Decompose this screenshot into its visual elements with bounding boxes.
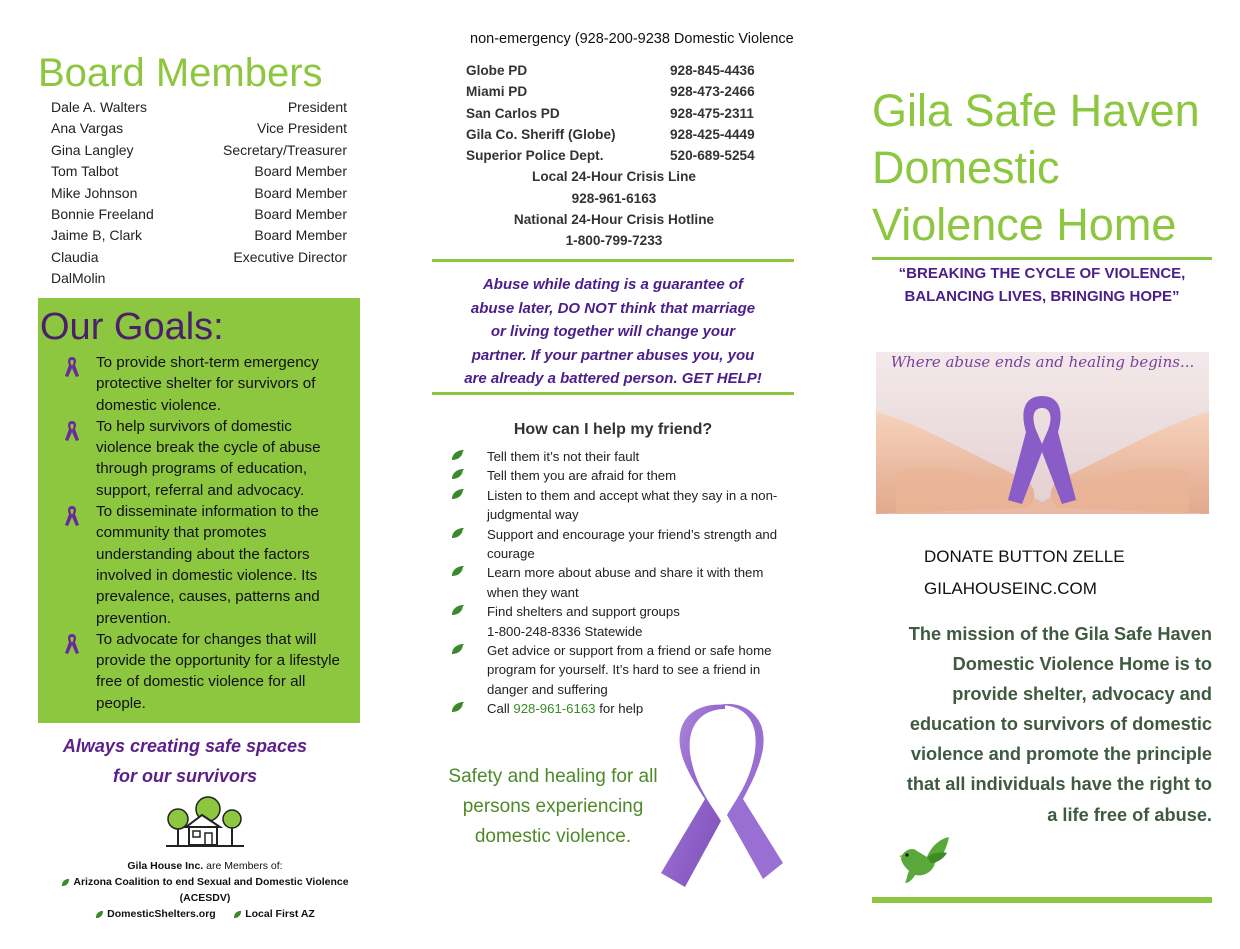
divider: [872, 257, 1212, 260]
goal-text: To advocate for changes that will provide the opportunity for a lifestyle free of domestic violence for all people.: [96, 630, 340, 712]
help-item: [450, 525, 790, 564]
help-item: [450, 466, 790, 485]
goal-item: [60, 416, 350, 501]
leaf-icon: [450, 642, 466, 656]
board-member-row: [51, 161, 347, 182]
member-role: Board Member: [254, 227, 347, 244]
phone-row: [466, 124, 762, 145]
phone-agency: Globe PD: [466, 63, 528, 78]
board-members-list: [51, 97, 347, 290]
national-hotline-label: National 24-Hour Crisis Hotline: [513, 212, 715, 228]
awareness-ribbon-icon: [64, 356, 80, 378]
leaf-icon: [95, 910, 104, 919]
memberships-heading: [40, 858, 370, 874]
member-role: Board Member: [254, 163, 347, 180]
member-name: Jaime B, Clark: [51, 227, 143, 244]
local-crisis-label: Local 24-Hour Crisis Line: [532, 169, 696, 185]
phone-agency: Superior Police Dept.: [466, 148, 604, 164]
leaf-icon: [450, 487, 466, 501]
help-heading: How can I help my friend?: [513, 421, 713, 438]
phone-agency: San Carlos PD: [466, 105, 560, 121]
board-member-row: [51, 97, 347, 118]
safety-line: Safety and healing for all: [448, 766, 658, 787]
phone-row: [466, 145, 762, 166]
membership-item: [40, 874, 370, 906]
warning-line: abuse later, DO NOT think that marriage: [470, 299, 756, 317]
warning-line: or living together will change your: [490, 323, 736, 340]
safety-tagline: [440, 762, 666, 852]
membership-org: Arizona Coalition to end Sexual and Domestic Violence (ACESDV): [73, 876, 349, 904]
divider: [872, 897, 1212, 903]
image-caption: Where abuse ends and healing begins...: [890, 353, 1195, 371]
member-role: Vice President: [256, 120, 347, 137]
goal-text: To help survivors of domestic violence break the cycle of abuse through programs of education, support, referral and advocacy.: [96, 417, 321, 499]
divider: [432, 392, 794, 395]
leaf-icon: [450, 603, 466, 617]
goal-text: To disseminate information to the community that promotes understanding about the factors involved in domestic violence. Its prevalence, causes, patterns and prevention.: [96, 503, 320, 627]
memberships: [40, 858, 370, 922]
member-name: Mike Johnson: [51, 184, 138, 201]
bird-icon: [897, 835, 953, 885]
slogan-line: “BREAKING THE CYCLE OF VIOLENCE,: [898, 265, 1186, 282]
mission-line: Domestic Violence Home is to: [952, 654, 1212, 675]
mission-line: education to survivors of domestic: [909, 714, 1212, 735]
awareness-ribbon-icon: [64, 420, 80, 442]
slogan: [872, 262, 1212, 308]
phone-row: [466, 81, 762, 102]
help-item: [450, 641, 790, 699]
phone-agency: Miami PD: [466, 84, 528, 100]
abuse-warning: [446, 273, 780, 391]
memberships-heading-rest: are Members of:: [203, 860, 283, 872]
help-item: [450, 602, 790, 641]
awareness-ribbon-icon: [64, 505, 80, 527]
phone-number: 928-475-2311: [670, 105, 754, 121]
mission-line: provide shelter, advocacy and: [952, 684, 1212, 705]
tagline-line: Always creating safe spaces: [62, 736, 308, 756]
call-suffix: for help: [595, 701, 644, 717]
website-link[interactable]: GILAHOUSEINC.COM: [924, 579, 1097, 598]
safety-line: domestic violence.: [474, 826, 632, 847]
phone-number: 928-473-2466: [670, 84, 755, 100]
title-line: Violence Home: [872, 199, 1177, 250]
hands-holding-ribbon-image: [876, 352, 1209, 514]
leaf-icon: [450, 448, 466, 462]
member-name: Tom Talbot: [51, 163, 119, 180]
help-list: [450, 447, 790, 719]
board-member-row: [51, 118, 347, 139]
mission-line: The mission of the Gila Safe Haven: [908, 624, 1212, 644]
board-member-row: [51, 225, 347, 246]
member-name: DalMolin: [51, 270, 106, 287]
member-role: President: [287, 99, 347, 115]
mission-line: a life free of abuse.: [1047, 804, 1212, 825]
goals-title: Our Goals:: [40, 306, 224, 348]
leaf-icon: [61, 878, 70, 887]
safety-line: persons experiencing: [462, 796, 644, 817]
member-role: Secretary/Treasurer: [223, 141, 347, 158]
board-member-row: [51, 140, 347, 161]
membership-org: DomesticShelters.org: [107, 908, 216, 920]
non-emergency-line: non-emergency (928-200-9238 Domestic Violence: [470, 31, 794, 47]
phone-number: 928-845-4436: [670, 63, 755, 78]
mission-line: violence and promote the principle: [910, 744, 1212, 765]
board-members-title: Board Members: [38, 51, 323, 95]
awareness-ribbon-icon: [64, 633, 80, 655]
org-name: Gila House Inc.: [127, 860, 204, 872]
member-role: Executive Director: [233, 248, 347, 265]
purple-ribbon-icon: [655, 703, 785, 891]
phone-agency: Gila Co. Sheriff (Globe): [466, 126, 616, 142]
mission-statement: [878, 619, 1212, 830]
membership-item: [40, 906, 370, 922]
mission-line: that all individuals have the right to: [906, 774, 1212, 795]
call-prefix: Call: [487, 701, 514, 717]
gila-house-logo: [162, 795, 246, 853]
tagline-line: for our survivors: [112, 766, 258, 786]
help-item: [450, 563, 790, 602]
phone-directory: [466, 60, 762, 252]
member-name: Claudia: [51, 248, 99, 265]
help-text: Learn more about abuse and share it with them when they want: [487, 565, 764, 600]
member-role: Board Member: [254, 184, 347, 201]
statewide-number: 1-800-248-8336 Statewide: [487, 623, 643, 639]
warning-line: are already a battered person. GET HELP!: [464, 370, 762, 387]
phone-number: 928-425-4449: [670, 126, 755, 142]
member-name: Bonnie Freeland: [51, 206, 154, 223]
leaf-icon: [450, 564, 466, 578]
warning-line: Abuse while dating is a guarantee of: [482, 276, 744, 293]
title-line: Domestic: [872, 142, 1060, 193]
phone-number: 520-689-5254: [670, 148, 755, 164]
membership-org: Local First AZ: [245, 908, 315, 920]
local-crisis-number: 928-961-6163: [571, 190, 657, 206]
goal-text: To provide short-term emergency protective shelter for survivors of domestic violence.: [96, 354, 319, 414]
donate-label: DONATE BUTTON ZELLE: [924, 547, 1125, 566]
warning-line: partner. If your partner abuses you, you: [471, 346, 755, 364]
help-text: Listen to them and accept what they say in a non-judgmental way: [487, 487, 778, 523]
goal-item: [60, 629, 350, 714]
crisis-phone-link[interactable]: 928-961-6163: [513, 701, 596, 717]
board-member-row: [51, 247, 347, 268]
help-text: Support and encourage your friend’s strength and courage: [487, 526, 778, 562]
goal-item: [60, 352, 350, 416]
phone-row: [466, 60, 762, 81]
help-text: Get advice or support from a friend or safe home program for yourself. It’s hard to see a friend in danger and suffering: [487, 643, 772, 697]
member-role: Board Member: [254, 206, 347, 223]
national-hotline-number: 1-800-799-7233: [565, 233, 663, 249]
member-name: Gina Langley: [51, 141, 134, 158]
board-member-row: [51, 268, 347, 289]
title-line: Gila Safe Haven: [872, 85, 1200, 136]
slogan-line: BALANCING LIVES, BRINGING HOPE”: [904, 288, 1180, 305]
member-name: Ana Vargas: [51, 120, 124, 137]
safe-spaces-tagline: [40, 731, 330, 791]
leaf-icon: [450, 467, 466, 481]
phone-row: [466, 103, 762, 124]
help-text: Tell them it’s not their fault: [487, 449, 640, 464]
help-text: Tell them you are afraid for them: [487, 468, 677, 484]
leaf-icon: [233, 910, 242, 919]
member-name: Dale A. Walters: [51, 99, 147, 115]
help-item: [450, 486, 790, 525]
donate-section: [924, 541, 1125, 605]
help-item: [450, 447, 790, 466]
leaf-icon: [450, 700, 466, 714]
goal-item: [60, 501, 350, 629]
goals-list: [60, 352, 350, 714]
leaf-icon: [450, 526, 466, 540]
board-member-row: [51, 204, 347, 225]
organization-title: [872, 82, 1200, 253]
help-text: Find shelters and support groups: [487, 604, 680, 620]
divider: [432, 259, 794, 262]
board-member-row: [51, 183, 347, 204]
